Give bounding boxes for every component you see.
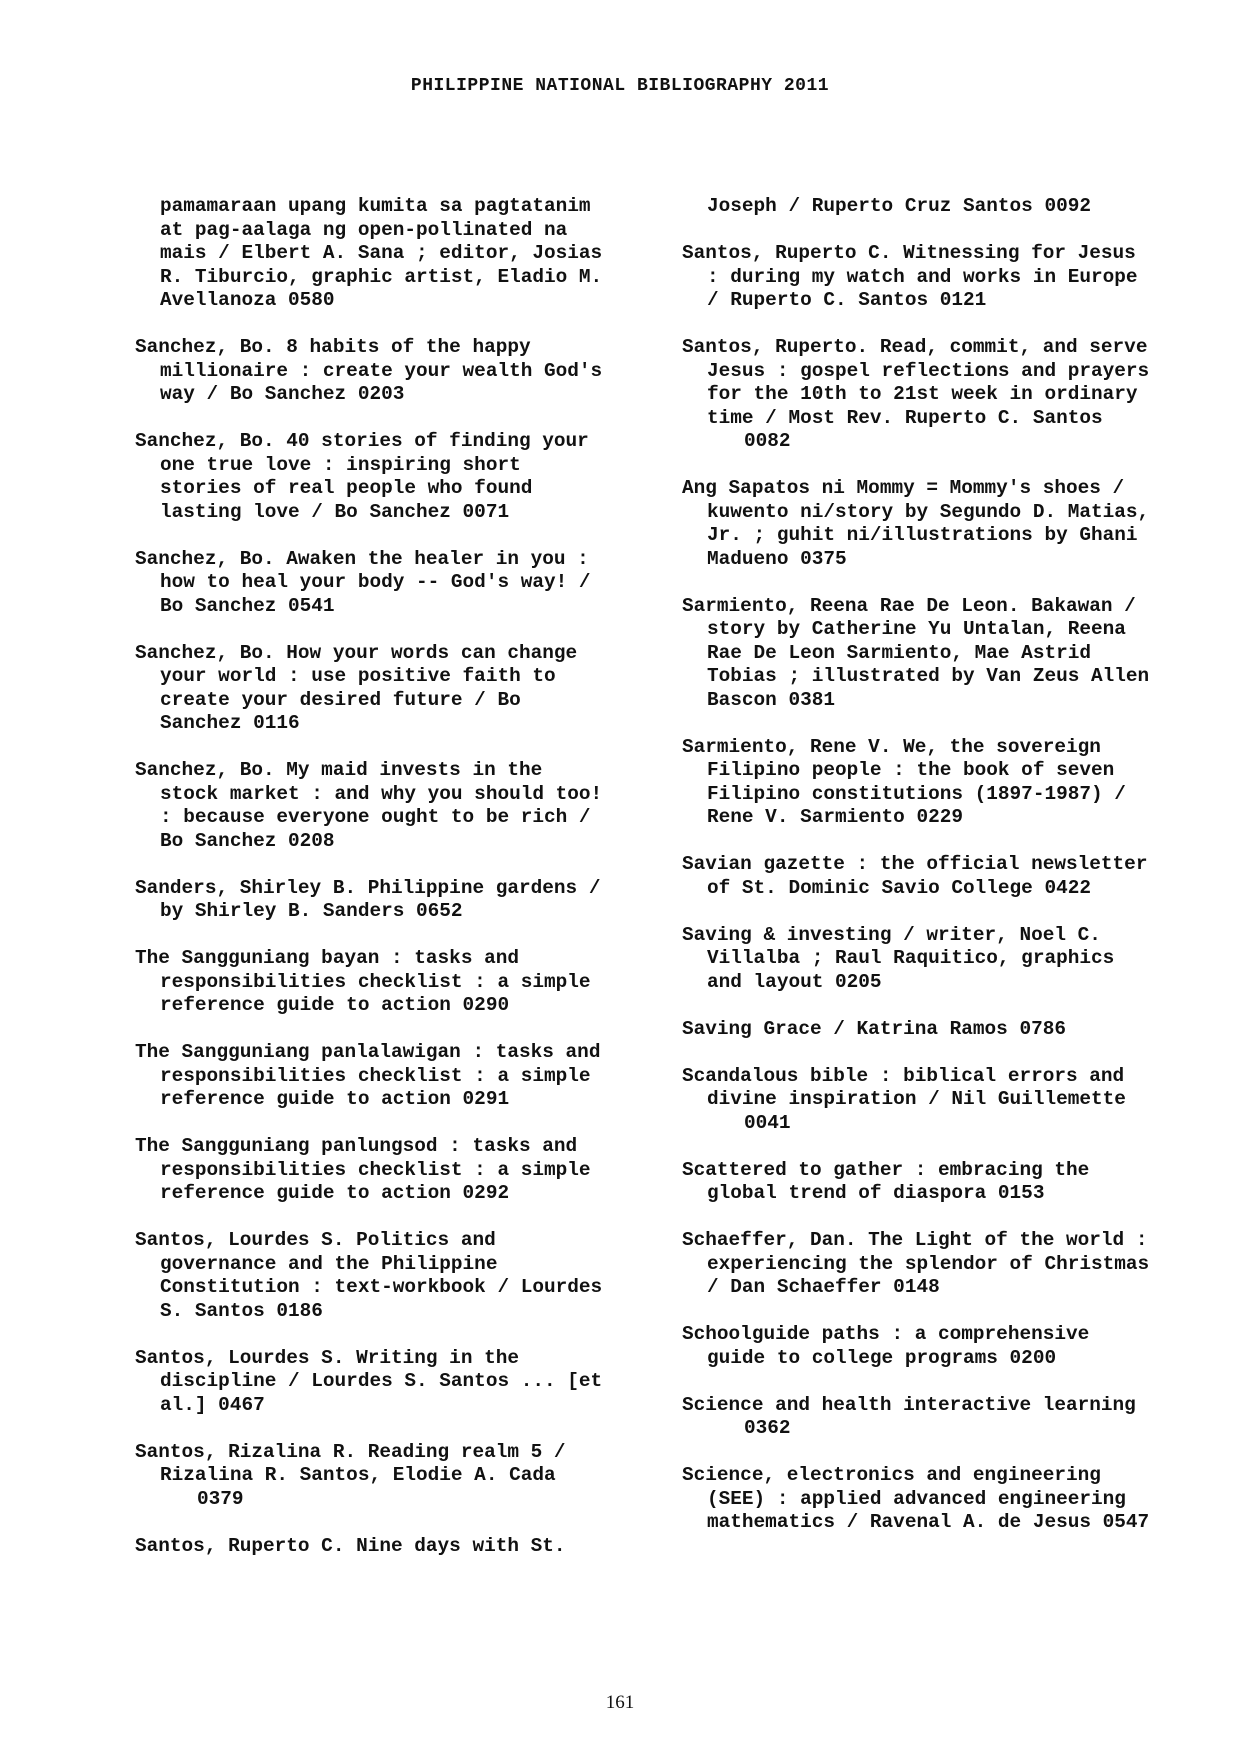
entry-line: The Sangguniang bayan : tasks and bbox=[135, 947, 519, 969]
entry-line: The Sangguniang panlungsod : tasks and bbox=[135, 1135, 578, 1157]
entry-line: Santos, Ruperto C. Nine days with St. bbox=[135, 1534, 566, 1557]
entry-line: responsibilities checklist : a simple bbox=[160, 1158, 591, 1181]
entry-line: create your desired future / Bo bbox=[160, 688, 521, 711]
entry-line: your world : use positive faith to bbox=[160, 665, 556, 687]
bibliography-entry bbox=[135, 195, 645, 313]
entry-line: Ang Sapatos ni Mommy = Mommy's shoes / bbox=[682, 477, 1125, 499]
entry-line: way / Bo Sanchez 0203 bbox=[160, 383, 405, 405]
bibliography-entry bbox=[682, 1464, 1202, 1535]
entry-line: Sanchez 0116 bbox=[160, 712, 300, 734]
bibliography-entry bbox=[135, 430, 645, 524]
entry-line: 0379 bbox=[197, 1487, 244, 1510]
bibliography-entry bbox=[682, 853, 1202, 900]
bibliography-entry bbox=[135, 548, 645, 619]
entry-line: Sanchez, Bo. Awaken the healer in you : bbox=[135, 547, 589, 570]
entry-line: Santos, Ruperto C. Witnessing for Jesus bbox=[682, 242, 1136, 264]
entry-line: Sanders, Shirley B. Philippine gardens / bbox=[135, 876, 601, 899]
entry-line: of St. Dominic Savio College 0422 bbox=[707, 876, 1091, 899]
entry-line: S. Santos 0186 bbox=[160, 1299, 323, 1322]
entry-line: Sanchez, Bo. How your words can change bbox=[135, 641, 578, 664]
entry-line: Constitution : text-workbook / Lourdes bbox=[160, 1276, 603, 1298]
entry-line: Rae De Leon Sarmiento, Mae Astrid bbox=[707, 641, 1091, 664]
entry-line: Sanchez, Bo. 40 stories of finding your bbox=[135, 430, 589, 452]
entry-line: guide to college programs 0200 bbox=[707, 1346, 1057, 1369]
entry-line: reference guide to action 0290 bbox=[160, 994, 510, 1016]
entry-line: Villalba ; Raul Raquitico, graphics bbox=[707, 947, 1115, 969]
bibliography-entry bbox=[135, 1135, 645, 1206]
entry-line: Filipino constitutions (1897-1987) / bbox=[707, 782, 1126, 805]
entry-line: Bascon 0381 bbox=[707, 688, 835, 711]
entry-line: Santos, Rizalina R. Reading realm 5 / bbox=[135, 1440, 566, 1463]
entry-line: Filipino people : the book of seven bbox=[707, 759, 1115, 781]
entry-line: Savian gazette : the official newsletter bbox=[682, 853, 1148, 875]
entry-line: how to heal your body -- God's way! / bbox=[160, 571, 591, 593]
bibliography-entry bbox=[135, 947, 645, 1018]
entry-line: Madueno 0375 bbox=[707, 547, 847, 570]
entry-line: / Dan Schaeffer 0148 bbox=[707, 1276, 940, 1298]
entry-line: discipline / Lourdes S. Santos ... [et bbox=[160, 1370, 603, 1392]
bibliography-entry bbox=[682, 1394, 1202, 1441]
entry-line: (SEE) : applied advanced engineering bbox=[707, 1487, 1126, 1510]
bibliography-entry bbox=[135, 642, 645, 736]
bibliography-entry bbox=[135, 1347, 645, 1418]
entry-line: Schaeffer, Dan. The Light of the world : bbox=[682, 1229, 1148, 1251]
entry-line: divine inspiration / Nil Guillemette bbox=[707, 1088, 1126, 1110]
bibliography-entry bbox=[682, 242, 1202, 313]
entry-line: Sarmiento, Rene V. We, the sovereign bbox=[682, 735, 1101, 758]
entry-line: Saving & investing / writer, Noel C. bbox=[682, 923, 1101, 946]
bibliography-entry bbox=[135, 759, 645, 853]
bibliography-entry bbox=[135, 1535, 645, 1559]
entry-line: reference guide to action 0292 bbox=[160, 1182, 510, 1204]
bibliography-entry bbox=[682, 1065, 1202, 1136]
entry-line: Santos, Lourdes S. Politics and bbox=[135, 1229, 496, 1251]
entry-line: pamamaraan upang kumita sa pagtatanim bbox=[160, 195, 591, 217]
entry-line: : during my watch and works in Europe bbox=[707, 265, 1138, 288]
entry-line: and layout 0205 bbox=[707, 970, 882, 993]
bibliography-entry bbox=[682, 1018, 1202, 1042]
entry-line: The Sangguniang panlalawigan : tasks and bbox=[135, 1041, 601, 1063]
entry-line: for the 10th to 21st week in ordinary bbox=[707, 383, 1138, 405]
bibliography-entry bbox=[682, 1159, 1202, 1206]
bibliography-entry bbox=[682, 477, 1202, 571]
entry-line: Scattered to gather : embracing the bbox=[682, 1158, 1090, 1181]
entry-line: Rizalina R. Santos, Elodie A. Cada bbox=[160, 1464, 556, 1486]
bibliography-entry bbox=[682, 924, 1202, 995]
entry-line: Jr. ; guhit ni/illustrations by Ghani bbox=[707, 524, 1138, 546]
entry-line: Santos, Lourdes S. Writing in the bbox=[135, 1346, 519, 1369]
entry-line: Rene V. Sarmiento 0229 bbox=[707, 806, 963, 828]
entry-line: lasting love / Bo Sanchez 0071 bbox=[160, 500, 510, 523]
bibliography-entry bbox=[135, 1041, 645, 1112]
page-header: PHILIPPINE NATIONAL BIBLIOGRAPHY 2011 bbox=[410, 76, 830, 96]
bibliography-entry bbox=[135, 877, 645, 924]
entry-line: Science and health interactive learning bbox=[682, 1393, 1136, 1416]
entry-line: al.] 0467 bbox=[160, 1393, 265, 1416]
entry-line: one true love : inspiring short bbox=[160, 453, 521, 476]
entry-line: by Shirley B. Sanders 0652 bbox=[160, 900, 463, 922]
entry-line: 0082 bbox=[744, 430, 791, 452]
bibliography-entry bbox=[682, 736, 1202, 830]
entry-line: Avellanoza 0580 bbox=[160, 289, 335, 311]
bibliography-entry bbox=[682, 595, 1202, 713]
bibliography-entry bbox=[135, 1441, 645, 1512]
entry-line: 0041 bbox=[744, 1111, 791, 1134]
entry-line: mais / Elbert A. Sana ; editor, Josias bbox=[160, 242, 603, 264]
entry-line: Bo Sanchez 0208 bbox=[160, 829, 335, 852]
entry-line: reference guide to action 0291 bbox=[160, 1088, 510, 1110]
left-column bbox=[135, 195, 645, 1582]
entry-line: Saving Grace / Katrina Ramos 0786 bbox=[682, 1017, 1066, 1040]
entry-line: responsibilities checklist : a simple bbox=[160, 970, 591, 993]
entry-line: stories of real people who found bbox=[160, 477, 533, 499]
bibliography-entry bbox=[682, 336, 1202, 454]
bibliography-entry bbox=[135, 336, 645, 407]
bibliography-entry bbox=[682, 1323, 1202, 1370]
right-column bbox=[682, 195, 1202, 1558]
entry-line: : because everyone ought to be rich / bbox=[160, 806, 591, 828]
entry-line: stock market : and why you should too! bbox=[160, 782, 603, 805]
entry-line: global trend of diaspora 0153 bbox=[707, 1182, 1045, 1204]
entry-line: mathematics / Ravenal A. de Jesus 0547 bbox=[707, 1511, 1150, 1533]
entry-line: Scandalous bible : biblical errors and bbox=[682, 1064, 1125, 1087]
entry-line: millionaire : create your wealth God's bbox=[160, 359, 603, 382]
entry-line: 0362 bbox=[744, 1417, 791, 1439]
page-number: 161 bbox=[605, 1692, 635, 1713]
entry-line: time / Most Rev. Ruperto C. Santos bbox=[707, 406, 1103, 429]
bibliography-entry bbox=[135, 1229, 645, 1323]
entry-line: Joseph / Ruperto Cruz Santos 0092 bbox=[707, 195, 1091, 217]
entry-line: Tobias ; illustrated by Van Zeus Allen bbox=[707, 665, 1150, 687]
entry-line: Schoolguide paths : a comprehensive bbox=[682, 1323, 1090, 1345]
entry-line: R. Tiburcio, graphic artist, Eladio M. bbox=[160, 265, 603, 288]
bibliography-entry bbox=[682, 1229, 1202, 1300]
bibliography-entry bbox=[682, 195, 1202, 219]
entry-line: Jesus : gospel reflections and prayers bbox=[707, 359, 1150, 382]
entry-line: Santos, Ruperto. Read, commit, and serve bbox=[682, 336, 1148, 358]
entry-line: Bo Sanchez 0541 bbox=[160, 594, 335, 617]
entry-line: / Ruperto C. Santos 0121 bbox=[707, 289, 987, 311]
entry-line: Sanchez, Bo. My maid invests in the bbox=[135, 759, 543, 781]
entry-line: governance and the Philippine bbox=[160, 1252, 498, 1275]
entry-line: story by Catherine Yu Untalan, Reena bbox=[707, 618, 1126, 640]
entry-line: experiencing the splendor of Christmas bbox=[707, 1252, 1150, 1275]
entry-line: responsibilities checklist : a simple bbox=[160, 1064, 591, 1087]
entry-line: Science, electronics and engineering bbox=[682, 1464, 1101, 1486]
entry-line: Sarmiento, Reena Rae De Leon. Bakawan / bbox=[682, 594, 1136, 617]
entry-line: Sanchez, Bo. 8 habits of the happy bbox=[135, 336, 531, 358]
entry-line: at pag-aalaga ng open-pollinated na bbox=[160, 218, 568, 241]
entry-line: kuwento ni/story by Segundo D. Matias, bbox=[707, 500, 1150, 523]
